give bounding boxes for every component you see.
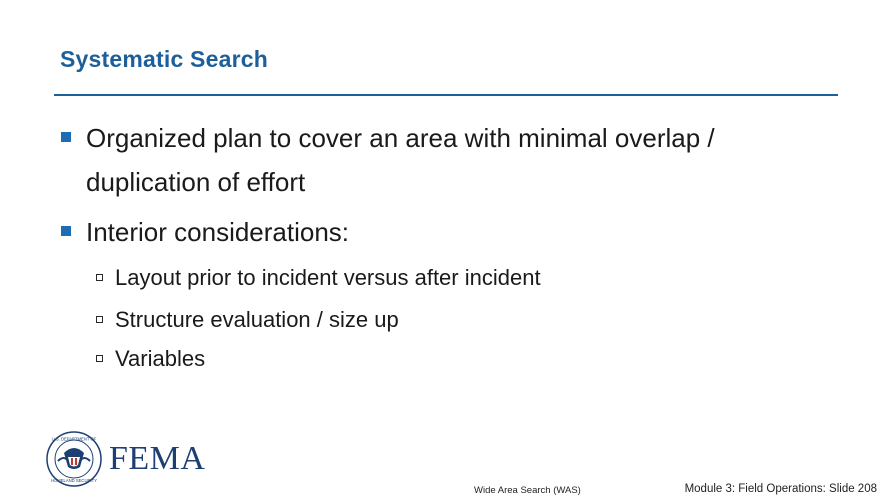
hollow-square-bullet-icon <box>96 316 103 323</box>
square-bullet-icon <box>61 226 71 236</box>
seal-text-bottom: HOMELAND SECURITY <box>50 478 98 483</box>
bullet-text-line: Interior considerations: <box>86 217 350 247</box>
sub-bullet-text: Layout prior to incident versus after incident <box>115 265 541 290</box>
square-bullet-icon <box>61 132 71 142</box>
sub-bullet-item <box>115 344 205 374</box>
page-title: Systematic Search <box>60 46 268 72</box>
bullet-text-line: duplication of effort <box>86 167 306 197</box>
hollow-square-bullet-icon <box>96 274 103 281</box>
bullet-text-line: Organized plan to cover an area with minimal overlap / <box>86 123 715 153</box>
sub-bullet-text: Structure evaluation / size up <box>115 307 399 332</box>
footer-course-name: Wide Area Search (WAS) <box>474 485 581 496</box>
dhs-seal-icon <box>46 431 102 487</box>
sub-bullet-item <box>115 305 399 335</box>
sub-bullet-text: Variables <box>115 346 206 371</box>
title-divider <box>54 94 838 96</box>
sub-bullet-item <box>115 263 541 293</box>
seal-text-top: U.S. DEPARTMENT OF <box>51 436 97 442</box>
bullet-item <box>86 116 806 204</box>
fema-wordmark: FEMA <box>109 440 206 477</box>
fema-logo <box>46 431 205 487</box>
bullet-item <box>86 210 806 254</box>
hollow-square-bullet-icon <box>96 355 103 362</box>
footer-slide-number: Module 3: Field Operations: Slide 208 <box>684 483 877 495</box>
